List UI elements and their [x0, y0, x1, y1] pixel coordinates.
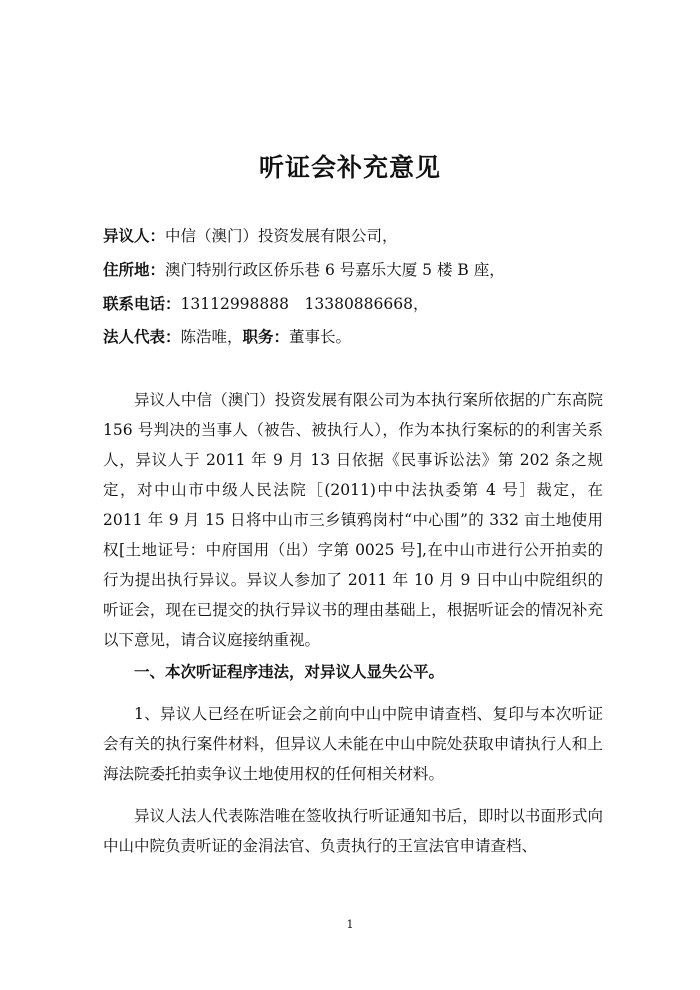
phone-value: 13112998888 13380886668，	[180, 295, 429, 313]
document-body	[103, 385, 603, 861]
address-label: 住所地：	[103, 260, 166, 279]
info-line-legal-rep	[103, 327, 351, 347]
position-value: 董事长。	[289, 328, 352, 346]
legal-rep-value: 陈浩唯，	[180, 328, 243, 346]
legal-rep-label: 法人代表：	[103, 327, 181, 346]
section-heading: 一、本次听证程序违法，对异议人显失公平。	[134, 662, 445, 681]
position-label: 职务：	[242, 327, 290, 346]
info-line-objector	[103, 226, 398, 246]
objector-label: 异议人：	[103, 226, 166, 245]
paragraph-point-1: 1、异议人已经在听证会之前向中山中院申请查档、复印与本次听证会有关的执行案件材料，但异议人未能在中山中院处获取申请执行人和上海法院委托拍卖争议土地使用权的任何相关材料。	[103, 705, 603, 783]
paragraph-point-2: 异议人法人代表陈浩唯在签收执行听证通知书后，即时以书面形式向中山中院负责听证的金涓法官、负责执行的王宣法官申请查档、	[103, 807, 603, 855]
objector-value: 中信（澳门）投资发展有限公司，	[165, 227, 398, 245]
info-line-phone	[103, 294, 428, 314]
phone-label: 联系电话：	[103, 294, 181, 313]
document-title: 听证会补充意见	[258, 153, 441, 182]
paragraph-intro: 异议人中信（澳门）投资发展有限公司为本执行案所依据的广东高院 156 号判决的当事人（被告、被执行人），作为本执行案标的的利害关系人，异议人于 2011 年 9 月 13 日依据《民事诉讼法》第 202 条之规定，对中山市中级人民法院［(2011)中中法执委第 4 号］裁定，在 2011 年 9 月 15 日将中山市三乡镇鸦岗村“中心围”的 332 亩土地使用权[土地证号：中府国用（出）字第 0025 号],在中山市进行公开拍卖的行为提出执行异议。异议人参加了 2011 年 10 月 9 日中山中院组织的听证会，现在已提交的执行异议书的理由基础上，根据听证会的情况补充以下意见，请合议庭接纳重视。	[103, 391, 603, 649]
info-line-address	[103, 260, 505, 280]
address-value: 澳门特别行政区侨乐巷 6 号嘉乐大厦 5 楼 B 座，	[165, 261, 505, 279]
page-number: 1	[346, 918, 354, 931]
